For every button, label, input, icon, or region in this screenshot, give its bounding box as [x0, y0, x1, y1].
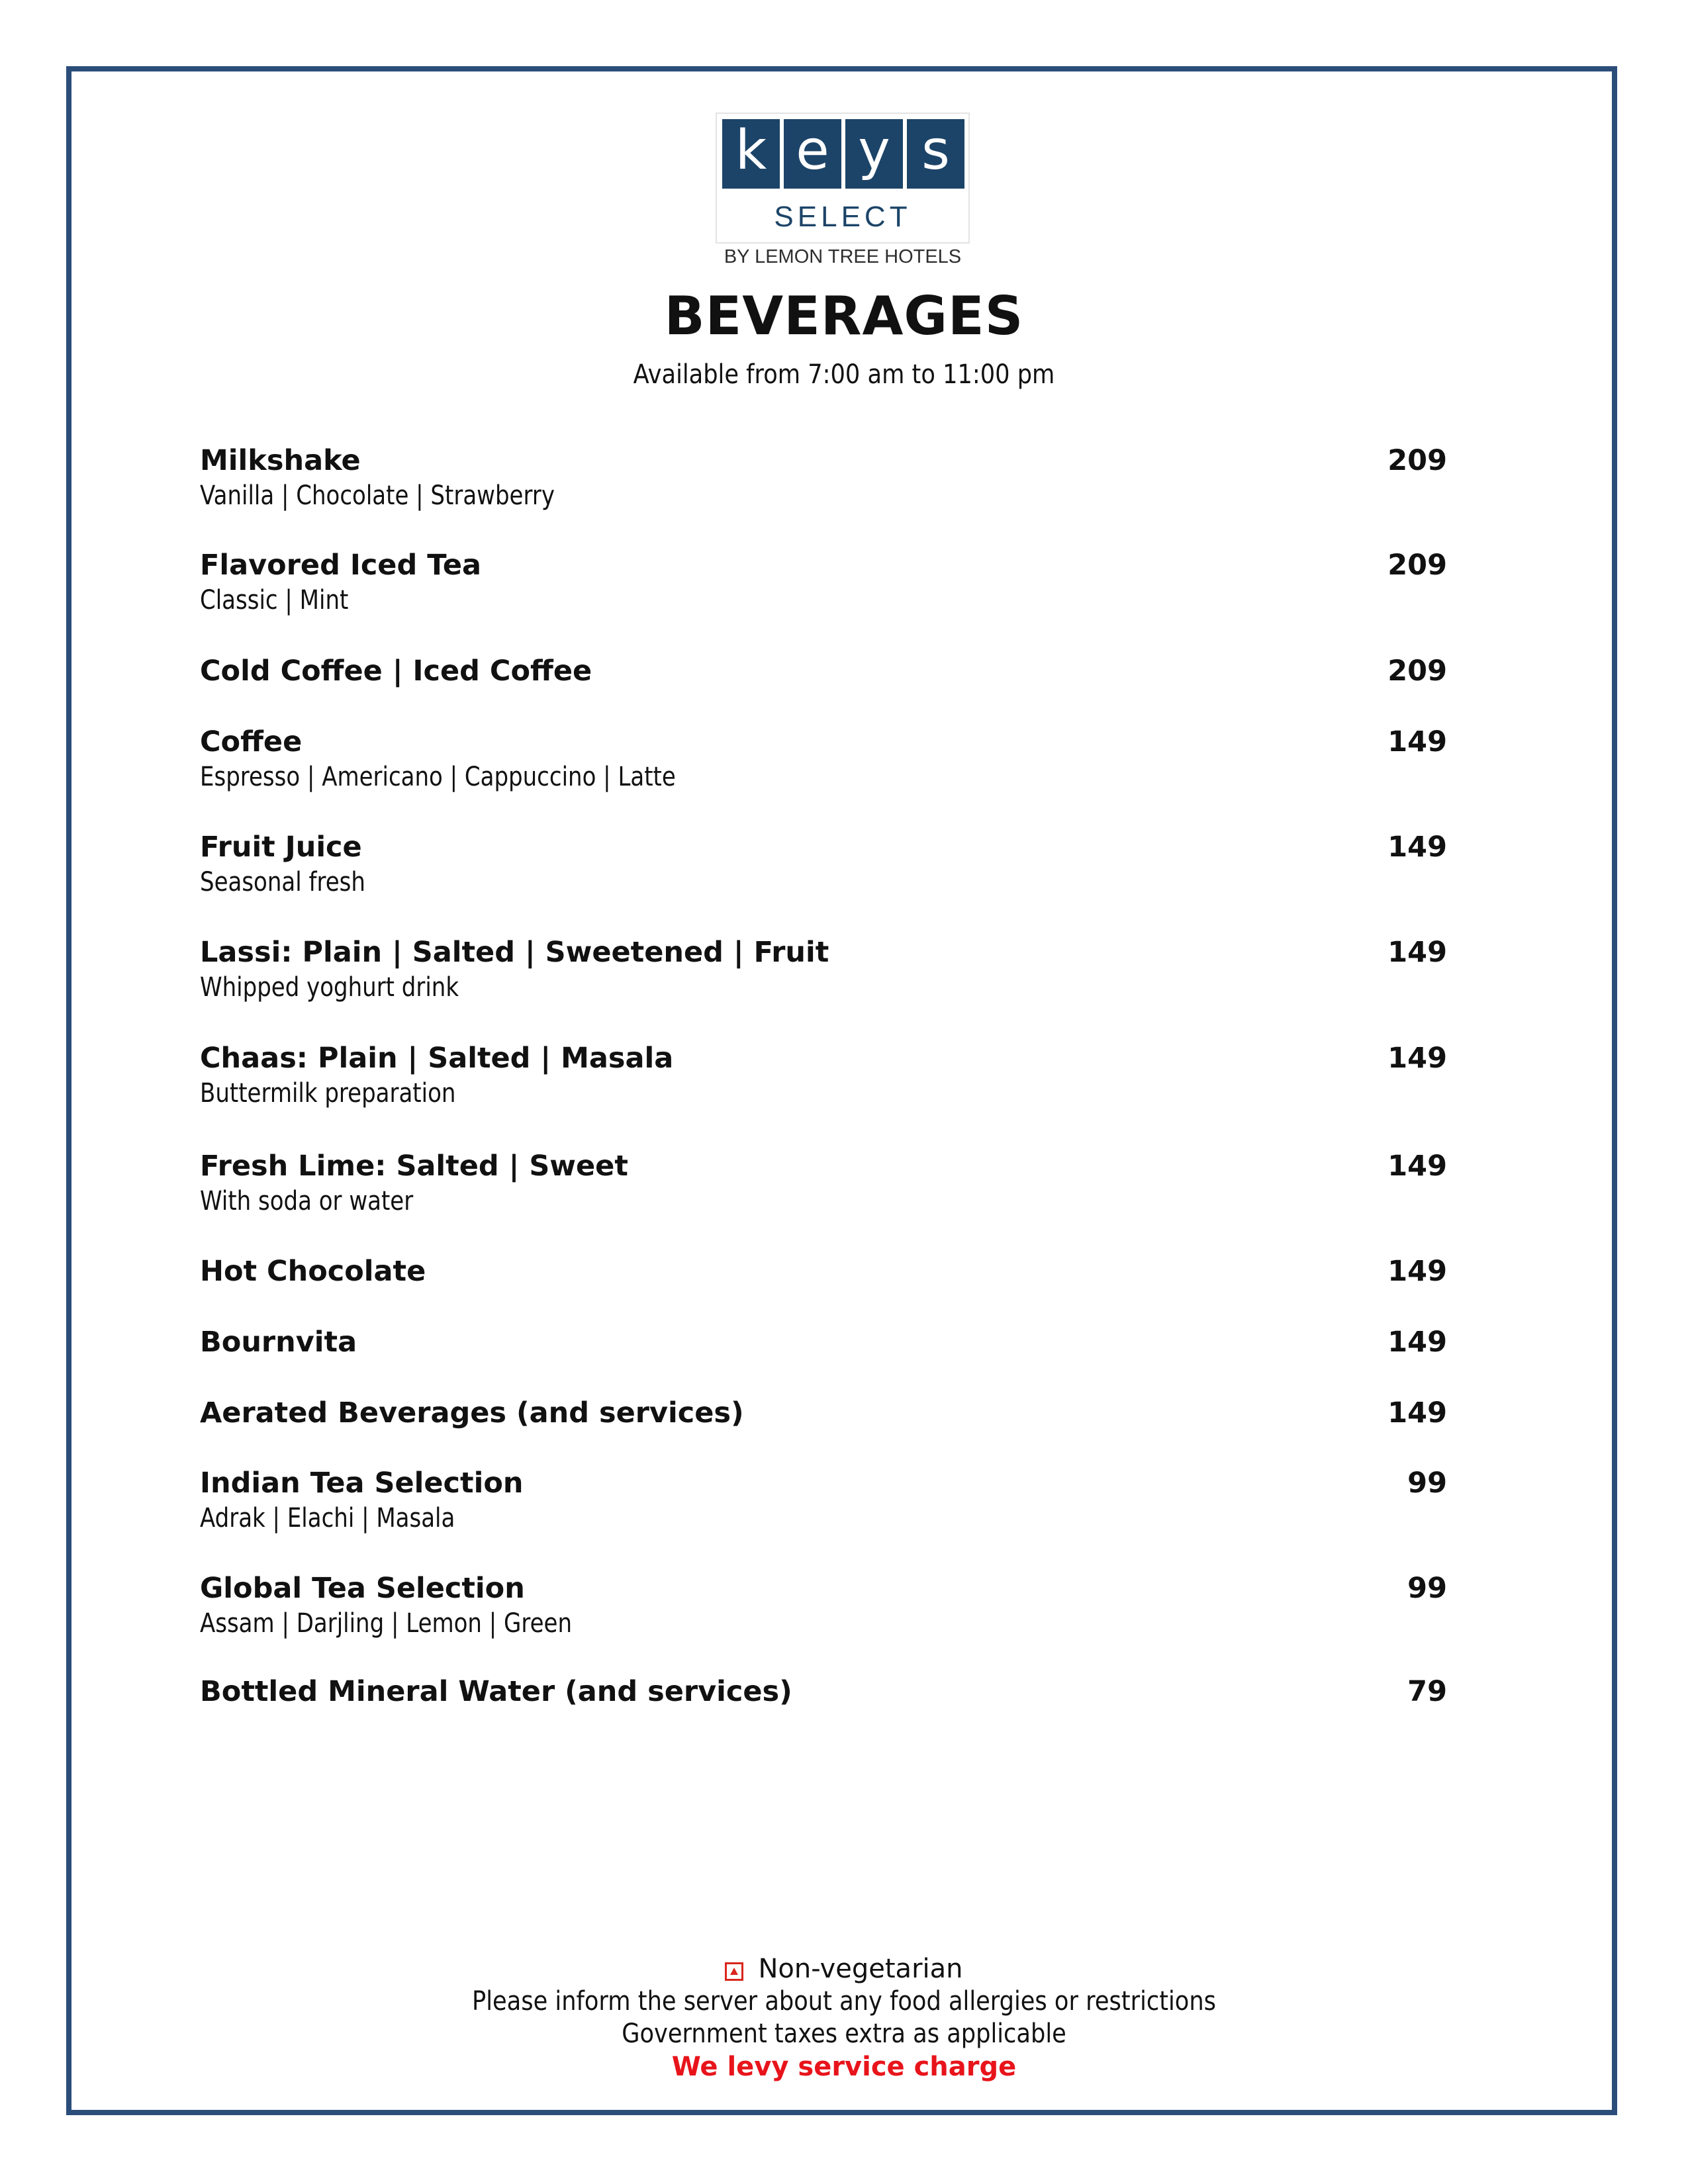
- logo-tile: y: [845, 119, 903, 189]
- item-price: 209: [1387, 655, 1447, 688]
- non-veg-icon: [725, 1962, 743, 1981]
- legend: [0, 1952, 1688, 1985]
- availability-text: Available from 7:00 am to 11:00 pm: [633, 359, 1055, 390]
- logo-tile: e: [784, 119, 841, 189]
- footer: [0, 1952, 1688, 2083]
- item-price: 149: [1387, 1255, 1447, 1288]
- item-description: Seasonal fresh: [200, 867, 365, 897]
- item-name: Milkshake: [200, 444, 361, 477]
- tax-note: Government taxes extra as applicable: [622, 2019, 1066, 2049]
- item-price: 149: [1387, 936, 1447, 969]
- logo-tiles: [722, 119, 964, 189]
- item-name: Coffee: [200, 725, 303, 758]
- item-description: Assam | Darjling | Lemon | Green: [200, 1608, 573, 1639]
- item-price: 149: [1387, 725, 1447, 758]
- item-name: Bournvita: [200, 1326, 357, 1359]
- item-description: Vanilla | Chocolate | Strawberry: [200, 480, 555, 511]
- item-description: Adrak | Elachi | Masala: [200, 1503, 455, 1533]
- item-name: Bottled Mineral Water (and services): [200, 1675, 792, 1708]
- item-price: 209: [1387, 549, 1447, 582]
- item-price: 209: [1387, 444, 1447, 477]
- allergy-note: Please inform the server about any food allergies or restrictions: [471, 1986, 1216, 2017]
- logo-tile: s: [907, 119, 964, 189]
- item-description: Espresso | Americano | Cappuccino | Latte: [200, 762, 676, 792]
- item-price: 99: [1407, 1467, 1447, 1500]
- item-name: Cold Coffee | Iced Coffee: [200, 655, 592, 688]
- item-description: Classic | Mint: [200, 585, 349, 615]
- item-price: 149: [1387, 1150, 1447, 1183]
- service-charge-note: We levy service charge: [671, 2052, 1017, 2082]
- item-name: Flavored Iced Tea: [200, 549, 482, 582]
- item-name: Indian Tea Selection: [200, 1467, 524, 1500]
- logo-tile: k: [722, 119, 780, 189]
- item-price: 149: [1387, 1396, 1447, 1430]
- item-price: 149: [1387, 831, 1447, 864]
- item-description: Buttermilk preparation: [200, 1078, 456, 1109]
- legend-label: Non-vegetarian: [758, 1954, 963, 1984]
- item-price: 149: [1387, 1042, 1447, 1075]
- item-description: With soda or water: [200, 1186, 414, 1216]
- item-name: Chaas: Plain | Salted | Masala: [200, 1042, 674, 1075]
- page-title: BEVERAGES: [664, 285, 1024, 347]
- brand-logo: [716, 113, 970, 244]
- item-name: Global Tea Selection: [200, 1572, 525, 1605]
- logo-select-text: SELECT: [774, 201, 912, 233]
- item-name: Fresh Lime: Salted | Sweet: [200, 1150, 628, 1183]
- item-price: 79: [1407, 1675, 1447, 1708]
- item-price: 99: [1407, 1572, 1447, 1605]
- item-price: 149: [1387, 1326, 1447, 1359]
- item-name: Lassi: Plain | Salted | Sweetened | Fruit: [200, 936, 829, 969]
- item-name: Fruit Juice: [200, 831, 362, 864]
- logo-byline: BY LEMON TREE HOTELS: [724, 246, 962, 267]
- item-name: Aerated Beverages (and services): [200, 1396, 744, 1430]
- item-description: Whipped yoghurt drink: [200, 972, 459, 1003]
- item-name: Hot Chocolate: [200, 1255, 426, 1288]
